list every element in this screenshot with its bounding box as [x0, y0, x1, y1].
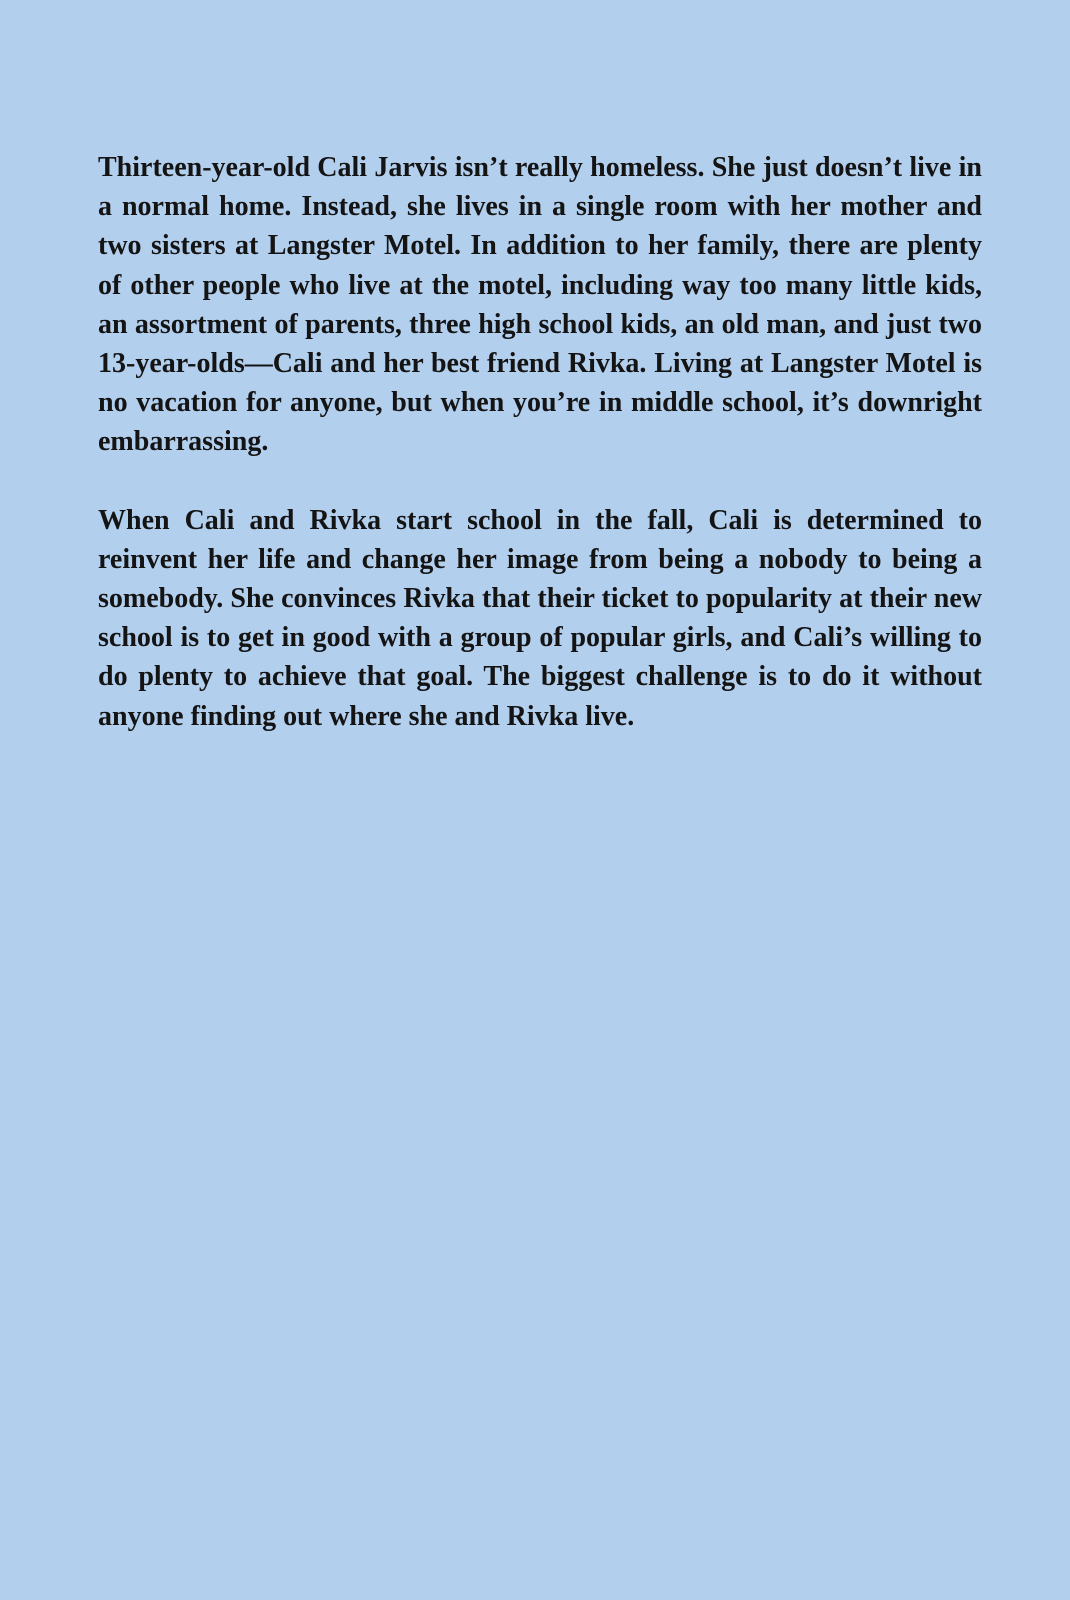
synopsis-text	[98, 148, 982, 736]
synopsis-paragraph-1: Thirteen-year-old Cali Jarvis isn’t really homeless. She just doesn’t live in a normal home. Instead, she lives in a single room with her mother and two sisters at Langster Motel. In addition to her family, there are plenty of other people who live at the motel, including way too many little kids, an assortment of parents, three high school kids, an old man, and just two 13-year-olds—Cali and her best friend Rivka. Living at Langster Motel is no vacation for anyone, but when you’re in middle school, it’s downright embarrassing.	[98, 152, 982, 458]
synopsis-paragraph-2: When Cali and Rivka start school in the fall, Cali is determined to reinvent her life and change her image from being a nobody to being a somebody. She convinces Rivka that their ticket to popularity at their new school is to get in good with a group of popular girls, and Cali’s willing to do plenty to achieve that goal. The biggest challenge is to do it without anyone finding out where she and Rivka live.	[98, 504, 982, 732]
